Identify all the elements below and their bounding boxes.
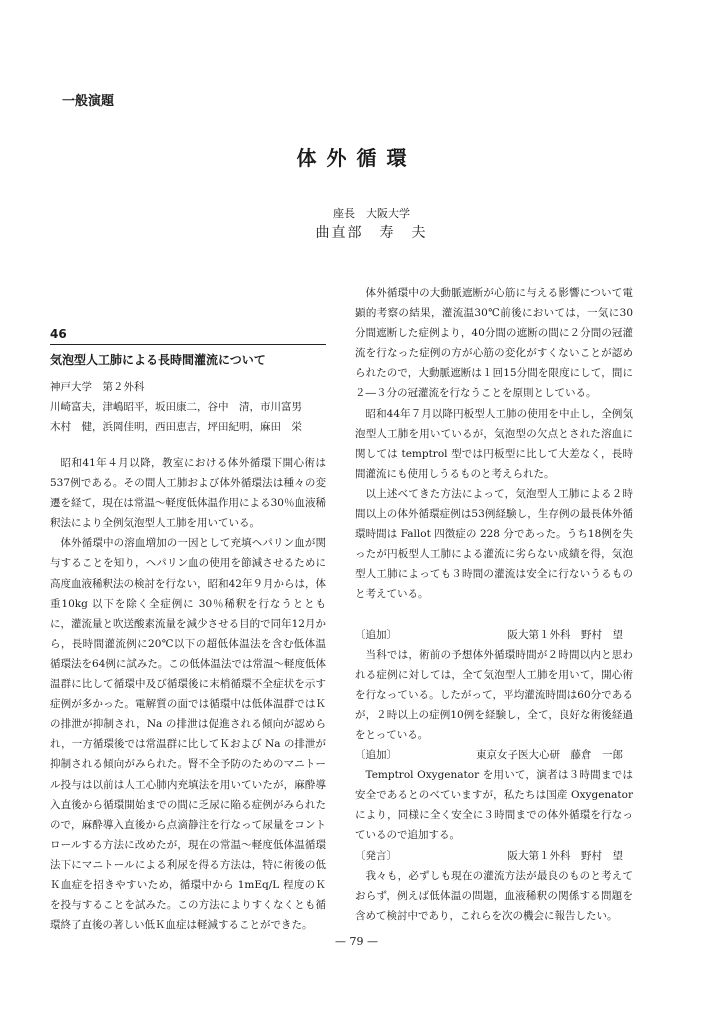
paper-affiliation: 神戸大学 第２外科 xyxy=(50,381,145,393)
discussion-speaker: 東京女子医大心研 藤倉 一郎 xyxy=(476,749,623,762)
body-paragraph: 体外循環中の大動脈遮断が心筋に与える影響について電顕的考察の結果，灌流温30℃前後においては，一気に30分間遮断した症例より，40分間の遮断の間に２分間の冠灌流を行なった症例の方が心筋の変化がすくないことが認められたので，大動脈遮断は１回15分間を限度にして，間に２―３分の冠灌流を行なうことを原則としている。 xyxy=(355,287,633,400)
section-gap xyxy=(355,605,633,625)
section-label: 一般演題 xyxy=(62,94,115,109)
discussion-header xyxy=(355,625,633,645)
chair-name: 曲直部 寿 夫 xyxy=(315,225,428,241)
discussion-text: Temptrol Oxygenator を用いて，演者は３時間までは安全であるとのべていますが，私たちは国産 Oxygenator により，同様に全く安全に３時間までの体外循環を行なっているので追加する。 xyxy=(355,769,633,842)
title-divider xyxy=(50,344,326,345)
discussion-header xyxy=(355,745,633,765)
discussion-speaker: 阪大第１外科 野村 望 xyxy=(507,849,623,862)
discussion-tag: 〔追加〕 xyxy=(355,628,397,641)
discussion-tag: 〔追加〕 xyxy=(355,749,397,762)
body-paragraph: 以上述べてきた方法によって，気泡型人工肺による２時間以上の体外循環症例は53例経験し，生存例の最長体外循環時間は Fallot 四徴症の 228 分であった。うち18例を失ったが円板型人工肺による灌流に劣らない成績を得，気泡型人工肺によっても３時間の灌流は安全に行ないうるものと考えている。 xyxy=(355,487,633,601)
body-paragraph: 昭和44年７月以降円板型人工肺の使用を中止し，全例気泡型人工肺を用いているが，気泡型の欠点とされた溶血に関しては temptrol 型では円板型に比して大差なく，長時間灌流にも使用しうるものと考えられた。 xyxy=(355,407,633,480)
page-number: — 79 — xyxy=(335,935,378,948)
discussion-speaker: 阪大第１外科 野村 望 xyxy=(507,628,623,641)
discussion-tag: 〔発言〕 xyxy=(355,849,397,862)
left-column xyxy=(50,322,326,935)
page-title: 体外循環 xyxy=(296,146,417,170)
chair-role: 座長 大阪大学 xyxy=(333,207,410,220)
body-paragraph: 昭和41年４月以降，教室における体外循環下開心術は537例である。その間人工肺および体外循環法は種々の変遷を経て，現在は常温〜軽度低体温作用による30％血液稀釈法により全例気泡型人工肺を用いている。 xyxy=(50,457,326,530)
paper-title: 気泡型人工肺による長時間灌流について xyxy=(50,353,266,367)
paper-authors-line-1: 川崎富夫，津嶋昭平，坂田康二，谷中 清，市川富男 xyxy=(50,401,302,413)
discussion-text: 我々も，必ずしも現在の灌流方法が最良のものと考えておらず，例えば低体温の問題，血液稀釈の関係する問題を含めて検討中であり，これらを次の機会に報告したい。 xyxy=(355,869,633,922)
paper-authors-line-2: 木村 健，浜岡佳明，西田恵吉，坪田紀明，麻田 栄 xyxy=(50,421,302,433)
paper-number: 46 xyxy=(50,327,67,341)
body-paragraph: 体外循環中の溶血増加の一因として充填ヘパリン血が関与することを知り，ヘパリン血の使用を節減させるために高度血液稀釈法の検討を行ない，昭和42年９月からは，体重10kg 以下を除く全症例に 30％稀釈を行なうとともに，灌流量と吹送酸素流量を減少させる目的で同年12月から，長時間灌流例に20℃以下の超低体温法を含む低体温循環法を64例に試みた。この低体温法では常温〜軽度低体温群に比して循環中及び循環後に末梢循環不全症状を示す症例が多かった。電解質の面では循環中は低体温群ではＫの排泄が抑制され，Na の排泄は促進される傾向が認められ，一方循環後では常温群に比してＫおよび Na の排泄が抑制される傾向がみられた。腎不全予防のためのマニトール投与は以前は人工心肺内充填法を用いていたが，麻酔導入直後から循環開始までの間に乏尿に陥る症例がみられたので，麻酔導入直後から点滴静注を行なって尿量をコントロールする方法に改めたが，現在の常温〜軽度低体温循環法下にマニトールによる利尿を得る方法は，特に術後の低Ｋ血症を招きやすいため，循環中から 1mEq/L 程度のＫを投与することを試みた。この方法によりすくなくとも循環終了直後の著しい低Ｋ血症は軽減することができた。 xyxy=(50,537,326,932)
right-column xyxy=(355,283,633,926)
discussion-text: 当科では，術前の予想体外循環時間が２時間以内と思われる症例に対しては，全て気泡型人工肺を用いて，開心術を行なっている。したがって，平均灌流時間は60分であるが，２時以上の症例10例を経験し，全て，良好な術後経過をとっている。 xyxy=(355,648,633,741)
discussion-header xyxy=(355,846,633,866)
